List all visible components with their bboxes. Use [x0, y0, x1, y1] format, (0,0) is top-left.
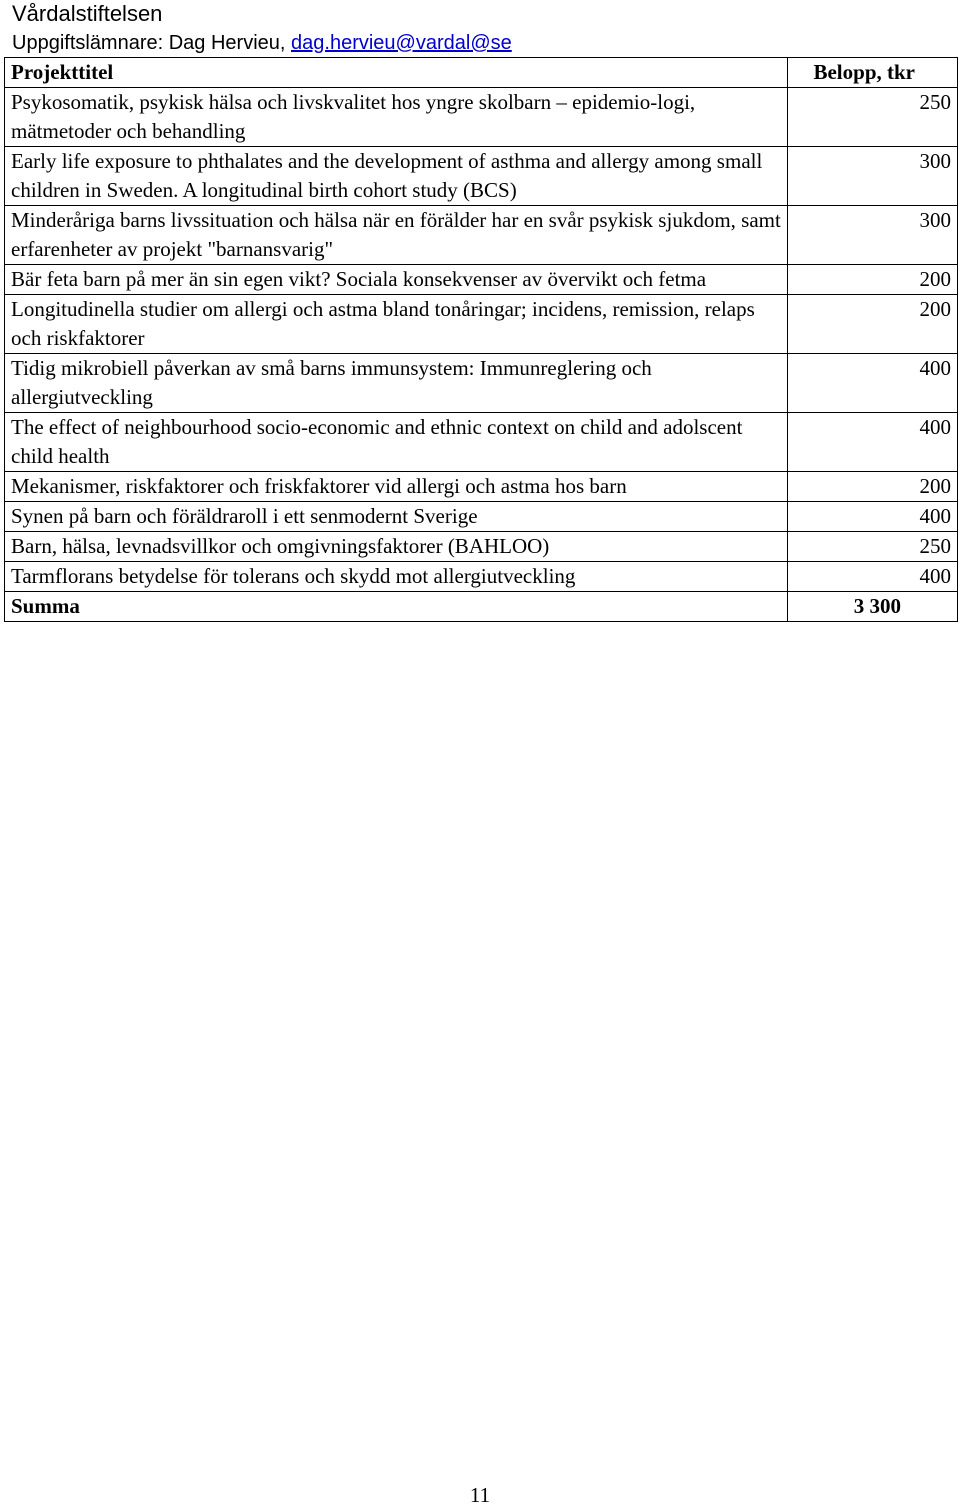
table-row — [5, 147, 958, 206]
reporter-email-link[interactable]: dag.hervieu@vardal@se — [291, 32, 512, 54]
table-row — [5, 413, 958, 472]
project-amount: 300 — [788, 147, 958, 206]
reporter-line — [12, 30, 512, 56]
project-amount: 400 — [788, 413, 958, 472]
table-row — [5, 265, 958, 295]
page-number: 11 — [469, 1483, 491, 1507]
grants-table — [4, 57, 958, 622]
column-header-amount: Belopp, tkr — [788, 58, 958, 88]
project-title: The effect of neighbourhood socio-economic and ethnic context on child and adolscent child health — [5, 413, 788, 472]
table-row — [5, 88, 958, 147]
project-title: Psykosomatik, psykisk hälsa och livskvalitet hos yngre skolbarn – epidemio-logi, mätmetoder och behandling — [5, 88, 788, 147]
project-title: Synen på barn och föräldraroll i ett senmodernt Sverige — [5, 502, 788, 532]
project-amount: 200 — [788, 265, 958, 295]
project-title: Tarmflorans betydelse för tolerans och skydd mot allergiutveckling — [5, 562, 788, 592]
project-amount: 200 — [788, 295, 958, 354]
table-row — [5, 532, 958, 562]
project-title: Longitudinella studier om allergi och astma bland tonåringar; incidens, remission, relaps och riskfaktorer — [5, 295, 788, 354]
table-row — [5, 562, 958, 592]
table-row — [5, 295, 958, 354]
table-header-row — [5, 58, 958, 88]
project-title: Bär feta barn på mer än sin egen vikt? Sociala konsekvenser av övervikt och fetma — [5, 265, 788, 295]
table-row — [5, 354, 958, 413]
sum-row — [5, 592, 958, 622]
project-amount: 400 — [788, 562, 958, 592]
table-row — [5, 472, 958, 502]
project-title: Tidig mikrobiell påverkan av små barns immunsystem: Immunreglering och allergiutveckling — [5, 354, 788, 413]
project-title: Minderåriga barns livssituation och hälsa när en förälder har en svår psykisk sjukdom, samt erfarenheter av projekt "barnansvarig" — [5, 206, 788, 265]
project-amount: 250 — [788, 532, 958, 562]
project-title: Early life exposure to phthalates and the development of asthma and allergy among small children in Sweden. A longitudinal birth cohort study (BCS) — [5, 147, 788, 206]
table-row — [5, 206, 958, 265]
project-title: Barn, hälsa, levnadsvillkor och omgivningsfaktorer (BAHLOO) — [5, 532, 788, 562]
project-amount: 400 — [788, 502, 958, 532]
project-amount: 300 — [788, 206, 958, 265]
project-amount: 400 — [788, 354, 958, 413]
project-title: Mekanismer, riskfaktorer och friskfaktorer vid allergi och astma hos barn — [5, 472, 788, 502]
table-row — [5, 502, 958, 532]
column-header-title: Projekttitel — [5, 58, 788, 88]
reporter-label: Uppgiftslämnare: Dag Hervieu, — [12, 32, 292, 54]
sum-label: Summa — [5, 592, 788, 622]
project-amount: 200 — [788, 472, 958, 502]
sum-amount: 3 300 — [788, 592, 958, 622]
project-amount: 250 — [788, 88, 958, 147]
organization-title: Vårdalstiftelsen — [12, 1, 163, 26]
